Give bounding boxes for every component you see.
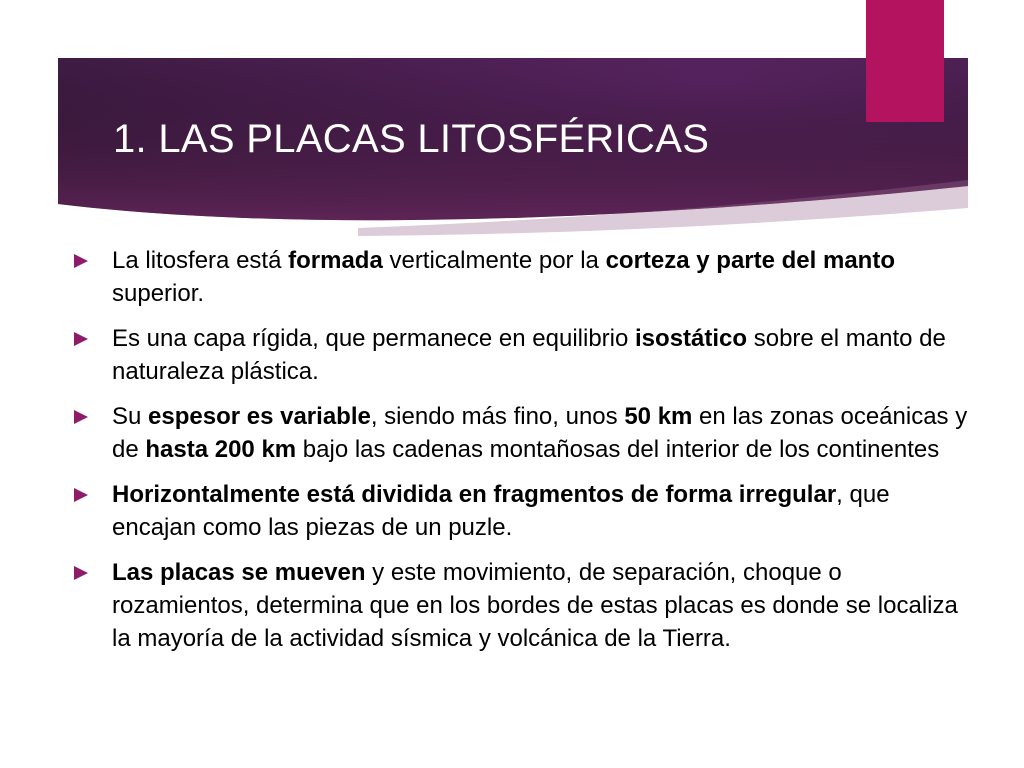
bullet-text-part: bajo las cadenas montañosas del interior de los continentes — [296, 436, 940, 463]
bullet-item — [74, 322, 979, 388]
bullet-text-part: sobre el manto de naturaleza plástica. — [112, 325, 946, 385]
bullet-text-bold: hasta 200 km — [145, 436, 297, 463]
slide-title: 1. LAS PLACAS LITOSFÉRICAS — [113, 117, 710, 161]
triangle-right-icon — [74, 332, 88, 346]
bullet-text-part: Su — [112, 403, 149, 430]
bullet-text-bold: isostático — [635, 325, 748, 352]
bullet-text-part: y este movimiento, de separación, choque o rozamientos, determina que en los bordes de estas placas es donde se localiza la mayoría de la actividad sísmica y volcánica de la Tierra. — [112, 559, 958, 652]
bullet-item — [74, 478, 979, 544]
bullet-item — [74, 556, 979, 655]
triangle-right-icon — [74, 566, 88, 580]
triangle-right-icon — [74, 254, 88, 268]
bullet-text-part: verticalmente por la — [382, 247, 606, 274]
bullet-text-bold: corteza y parte del manto — [605, 247, 895, 274]
bullet-text-bold: Horizontalmente está dividida en fragmentos de forma irregular — [112, 481, 837, 508]
bullet-text-part: , que encajan como las piezas de un puzle. — [112, 481, 890, 541]
bullet-item — [74, 244, 979, 310]
bullet-text-part: , siendo más fino, unos — [370, 403, 625, 430]
accent-tab — [866, 0, 944, 122]
triangle-right-icon — [74, 410, 88, 424]
bullet-text-bold: espesor es variable — [148, 403, 371, 430]
bullet-text-bold: Las placas se mueven — [112, 559, 366, 586]
bullet-text-part: en las zonas oceánicas y de — [112, 403, 968, 463]
bullet-list — [74, 244, 979, 667]
bullet-text-part: La litosfera está — [112, 247, 289, 274]
bullet-text-part: Es una capa rígida, que permanece en equilibrio — [112, 325, 636, 352]
triangle-right-icon — [74, 488, 88, 502]
bullet-text-bold: 50 km — [624, 403, 693, 430]
bullet-text-bold: formada — [288, 247, 383, 274]
bullet-text-part: superior. — [112, 280, 205, 307]
bullet-item — [74, 400, 979, 466]
